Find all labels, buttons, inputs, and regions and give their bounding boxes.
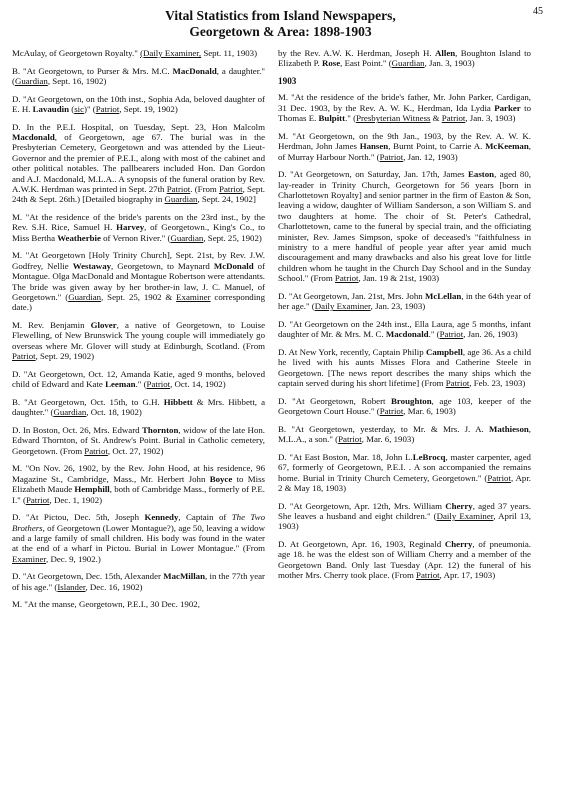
entry-text: , both of Cambridge Mass., formerly of P.E. I." ( (12, 484, 266, 505)
entry-text: , age 36. As a child he lived with his aunts Misses Flora and Catherine Steele in Georgetown. [The news report describes the many ships which the captain served during his short lifetime] (From (278, 346, 531, 389)
surname: Weatherbie (57, 232, 101, 243)
entry-text: , Sept. 29, 1902) (35, 351, 95, 362)
source-name: Patriot (146, 379, 171, 390)
entry-text: , Sept. 19, 1902) (119, 104, 178, 114)
entry-text: , Jan. 26, 1903) (463, 329, 518, 340)
entry-text: , of Georgetown (Lower Montague?), age 50, leaving a widow and a large family of small children. His body was found in the water at the end of a wharf in Pictou. Burial in Lower Montague." (From (12, 522, 265, 554)
source-name: Guardian (53, 407, 87, 418)
entry-text: D. "At Georgetown on the 24th inst., Ella Laura, age 5 months, infant daughter of Mr. & Mrs. M. C. (278, 318, 531, 340)
entry-text: , Sept. 25, 1902) (203, 232, 262, 243)
surname: Rose (321, 58, 341, 69)
entry-text: , Apr. 2 & May 18, 1903) (278, 472, 531, 493)
source-name: Patriot (166, 184, 191, 195)
entry-text: to Thomas E. (278, 102, 531, 124)
record-entry (12, 369, 265, 390)
source-name: Patriot (439, 329, 464, 340)
entry-text: M. "At the manse, Georgetown, P.E.I., 30 Dec. 1902, (12, 599, 200, 610)
record-entry (278, 539, 531, 581)
surname: Allen (435, 48, 456, 58)
record-entry (12, 66, 265, 87)
source-name: Guardian (170, 232, 204, 243)
entry-text: D. At Georgetown, Apr. 16, 1903, Reginald (278, 538, 445, 549)
entry-text: , in the 64th year of her age." ( (278, 290, 531, 312)
entry-text: , Feb. 23, 1903) (469, 378, 526, 389)
entry-text: , Jan. 12, 1903) (403, 151, 458, 162)
record-entry (12, 94, 265, 115)
source-name: Guardian (391, 58, 425, 69)
source-name: Patriot (338, 434, 362, 445)
entry-text: M. "At Georgetown [Holy Trinity Church], Sept. 21st, by Rev. J.W. Godfrey, Nellie (12, 250, 265, 271)
entry-text: B. "At Georgetown, to Purser & Mrs. M.C. (12, 65, 173, 76)
title-line-1: Vital Statistics from Island Newspapers, (165, 8, 396, 23)
surname: Westaway (72, 260, 112, 271)
entry-text: M. "At Georgetown, on the 9th Jan., 1903, by the Rev. A. W. K. Herdman, John James (278, 130, 531, 152)
source-name: Patriot (416, 570, 440, 581)
entry-text: D. "At East Boston, Mar. 18, John L. (278, 451, 413, 462)
surname: Hemphill (74, 484, 110, 495)
entry-text: D. "At Georgetown, on Saturday, Jan. 17th, James (278, 169, 469, 180)
surname: Hansen (359, 141, 389, 152)
record-entry (278, 169, 531, 283)
entry-text: Sept. 11, 1903) (201, 48, 258, 58)
entry-text: , Jan. 3, 1903) (424, 58, 475, 69)
record-entry (12, 397, 265, 418)
entry-text: ( (69, 104, 75, 114)
record-entry (12, 599, 265, 609)
entry-text: . (From (190, 184, 220, 195)
entry-text: to Miss Elizabeth Maude (12, 473, 265, 495)
title-line-2: Georgetown & Area: 1898-1903 (189, 24, 372, 39)
entry-text: , East Point." ( (340, 58, 392, 69)
right-column (278, 48, 531, 588)
source-name: Patriot (219, 184, 243, 195)
entry-text: , Jan. 23, 1903) (370, 301, 426, 312)
record-entry (12, 425, 265, 456)
entry-text: D. "At Georgetown, Robert (278, 395, 392, 406)
entry-text: D. "At Georgetown, on the 10th inst., Sophia Ada, beloved daughter of E. H. (12, 93, 265, 114)
entry-text: D. At New York, recently, Captain Philip (278, 346, 426, 357)
surname: McKeeman (485, 141, 529, 152)
entry-text: , of Murray Harbour North." ( (278, 141, 531, 162)
surname: Bulpitt (318, 113, 346, 124)
surname: Cherry (444, 538, 473, 549)
entry-text: , Jan. 3, 1903) (465, 113, 516, 124)
surname: Mathieson (488, 423, 529, 434)
year-heading: 1903 (278, 76, 297, 86)
record-entry (278, 92, 531, 123)
source-name: (Daily Examiner, (140, 48, 202, 58)
record-entry (12, 212, 265, 243)
record-entry (12, 122, 265, 205)
entry-text: ." ( (345, 113, 357, 124)
entry-text: , Sept. 24, 1902] (197, 194, 256, 205)
entry-text: , Dec. 9, 1902.) (46, 553, 101, 564)
entry-text: , aged 80, lay-reader in Trinity Church, Georgetown for 56 years [born in Charlottetown Royalty] and senior partner in the firm of Easton & Son, leaving a widow, daughter of William Sanderson, a son William S. and two daughters at home. The choir of St. Peter's Cathedral, Charlottetown, came to the funeral by special train, and the officiating minister, Rev. James Simpson, spoke of deceased's "faithfulness in ministry to a mere handful of people year after year amid much discouragement and many drawbacks and also his great love for little children whom he taught in the Church Day School and in the Sunday School." (From (278, 169, 531, 284)
entry-text: B. "At Georgetown, Oct. 15th, to G.H. (12, 396, 164, 407)
entry-text: corresponding date.) (12, 292, 265, 313)
entry-text: ." ( (135, 379, 147, 390)
entry-text: , Sept. 24th & Sept. 26th.) [Detailed biography in (12, 184, 265, 205)
entry-text: , Mar. 6, 1903) (361, 434, 415, 445)
page-title (0, 8, 561, 40)
source-name: Guardian (68, 292, 102, 303)
source-name: Examiner (176, 292, 211, 303)
record-entry (12, 571, 265, 592)
entry-text: D. "At Georgetown, Oct. 12, Amanda Katie, aged 9 months, beloved child of Edward and Kate (12, 368, 265, 390)
surname: LeBrocq (412, 451, 446, 462)
surname: Thornton (142, 424, 179, 435)
entry-text: , master carpenter, aged 67, formerly of Georgetown, P.E.I. . A son accompanied the remains home. Burial in Trinity Church Cemetery, Georgetown." ( (278, 451, 531, 483)
source-name: Patriot (487, 472, 511, 483)
entry-text: D. In Boston, Oct. 26, Mrs. Edward (12, 424, 142, 435)
entry-text: , Boughton Island to Elizabeth P. (278, 48, 531, 69)
entry-text: M. "On Nov. 26, 1902, by the Rev. John Hood, at his residence, 96 Magazine St., Cambridge, Mass., Mr. Herbert John (12, 463, 265, 484)
source-name: Daily Examiner (436, 510, 494, 521)
surname: Parker (494, 102, 521, 113)
record-entry (278, 452, 531, 494)
entry-text: , of Georgetown., King's Co., to Miss Bertha (12, 222, 265, 243)
source-name: Examiner (12, 553, 47, 564)
record-entry (12, 463, 265, 505)
entry-text: B. "At Georgetown, yesterday, to Mr. & Mrs. J. A. (278, 423, 489, 434)
record-entry (12, 320, 265, 362)
surname: McLellan (424, 290, 462, 301)
record-entry (278, 347, 531, 389)
source-name: Patriot (441, 113, 466, 124)
record-entry (278, 424, 531, 445)
entry-text: , of pneumonia. age 18. he was the eldest son of William Cherry and a member of the Georgetown Band. Only last Tuesday (Apr. 12) the funeral of his mother Mrs. Cherry took place. (From (278, 538, 531, 581)
entry-text: D. "At Georgetown, Dec. 15th, Alexander (12, 571, 164, 582)
surname: Macdonald (385, 329, 429, 340)
surname: Glover (90, 320, 117, 331)
entry-text: ." ( (428, 329, 440, 340)
source-name: Patriot (95, 104, 120, 114)
entry-text: , Oct. 27, 1902) (107, 445, 164, 456)
entry-text: , Sept. 16, 1902) (47, 76, 107, 86)
entry-text: , age 103, keeper of the Georgetown Court House." ( (278, 395, 531, 417)
entry-text: , Apr. 17, 1903) (439, 570, 496, 581)
source-name: Guardian (14, 76, 48, 86)
entry-text: , Dec. 16, 1902) (85, 581, 143, 592)
entry-text: & (430, 113, 442, 124)
right-entries (278, 92, 531, 580)
continued-entry (278, 48, 531, 69)
surname: Macdonald (12, 132, 55, 142)
page-number: 45 (533, 6, 543, 17)
entry-text: D. In the P.E.I. Hospital, on Tuesday, Sept. 23, Hon Malcolm (12, 121, 265, 132)
entry-text: , aged 37 years. She leaves a husband and eight children." ( (278, 500, 531, 521)
entry-text: , Dec. 1, 1902) (49, 494, 103, 505)
entry-text: , Oct. 18, 1902) (86, 407, 142, 418)
entry-text: D. "At Georgetown, Jan. 21st, Mrs. John (278, 290, 425, 301)
entry-text: , Captain of (178, 512, 232, 523)
entry-text: , of Georgetown, age 67. The burial was in the Presbyterian Cemetery, Georgetown and was attended by the Lieut-Governor and the premier of P.E.I., along with most of the cabinet and other political notables. The pallbearers included Hon. Dan Gordon and A.J. Macdonald, M.L.A.. A synopsis of the funeral oration by Rev. A.W.K. Herdman was printed in Sept. 27th (12, 132, 265, 195)
surname: Cherry (445, 500, 473, 511)
entry-text: , Sept. 25, 1902 & (101, 292, 177, 303)
source-name: Patriot (445, 378, 470, 389)
entry-text: , April 13, 1903) (278, 510, 531, 532)
entry-text: M. "At the residence of the bride's father, Mr. John Parker, Cardigan, 31 Dec. 1903, by the Rev. A. W. K., Herdman, Ida Lydia (278, 92, 531, 113)
record-entry (278, 291, 531, 312)
entry-text: )" ( (84, 104, 96, 114)
entry-text: D. "At Georgetown, Apr. 12th, Mrs. William (278, 500, 446, 511)
source-name: sic (74, 104, 85, 114)
source-name: Daily Examiner (314, 301, 371, 312)
record-entry (278, 131, 531, 162)
entry-text: M. "At the residence of the bride's parents on the 23rd inst., by the Rev. S.H. Rice, Samuel H. (12, 212, 265, 233)
surname: Boyce (209, 473, 233, 484)
surname: MacDonald (172, 65, 217, 76)
source-name: Patriot (12, 351, 36, 362)
source-name: Patriot (84, 445, 108, 456)
entry-text: , a daughter." ( (12, 65, 265, 86)
record-entry (278, 319, 531, 340)
source-name: Patriot (25, 494, 50, 505)
entry-text: M. Rev. Benjamin (12, 320, 91, 331)
record-entry (12, 250, 265, 312)
surname: Campbell (425, 346, 463, 357)
entry-text: , Jan. 19 & 21st, 1903) (358, 273, 440, 284)
entry-text: D. "At Pictou, Dec. 5th, Joseph (12, 512, 145, 523)
surname: MacMillan (163, 571, 206, 582)
entry-text: , Oct. 14, 1902) (170, 379, 226, 390)
surname: McDonald (213, 260, 254, 271)
source-name: Presbyterian Witness (356, 113, 431, 124)
source-name: Guardian (164, 194, 198, 205)
record-entry (12, 512, 265, 564)
surname: Leeman (105, 379, 136, 390)
entry-text: & Mrs. Hibbett, a daughter." ( (12, 396, 265, 418)
record-entry (278, 396, 531, 417)
surname: Broughton (391, 395, 432, 406)
entry-text: , Georgetown, to Maynard (111, 260, 214, 271)
entry-text: , M.L.A., a son." ( (278, 423, 531, 445)
source-name: Patriot (379, 151, 404, 162)
record-entry (278, 501, 531, 532)
surname: Lavaudin (32, 104, 70, 114)
entry-text: , Mar. 6, 1903) (403, 406, 456, 417)
entry-text: McAulay, of Georgetown Royalty." (12, 48, 141, 58)
surname: Kennedy (144, 512, 179, 523)
source-name: Patriot (334, 273, 359, 284)
entry-text: of Montague. Olga MacDonald and Montague Robertson were attendants. The bride was given away by her brother-in law, J. C. Manuel, of Georgetown." ( (12, 260, 266, 303)
entry-text: by the Rev. A.W. K. Herdman, Joseph H. (278, 48, 436, 58)
entry-text: , widow of the late Hon. Edward Thornton, of St. Andrew's Point. Burial in Catholic cemetery, Georgetown. (From (12, 424, 266, 456)
entry-text: , in the 77th year of his age." ( (12, 571, 265, 592)
source-name: Islander (57, 581, 86, 592)
entry-text: The Two Brothers (12, 512, 266, 533)
entry-text: , Burnt Point, to Carrie A. (388, 141, 486, 152)
entry-text: , a native of Georgetown, to Louise Flewelling, of New Brunswick The young couple will immediately go overseas where Mr. Glover will study at Edinburgh, Scotland. (From (12, 320, 265, 351)
record-entry (12, 48, 265, 58)
surname: Easton (468, 169, 495, 180)
entry-text: of Vernon River." ( (100, 232, 171, 243)
left-column (12, 48, 265, 617)
source-name: Patriot (379, 406, 404, 417)
surname: Hibbett (163, 396, 193, 407)
surname: Harvey (116, 222, 145, 233)
